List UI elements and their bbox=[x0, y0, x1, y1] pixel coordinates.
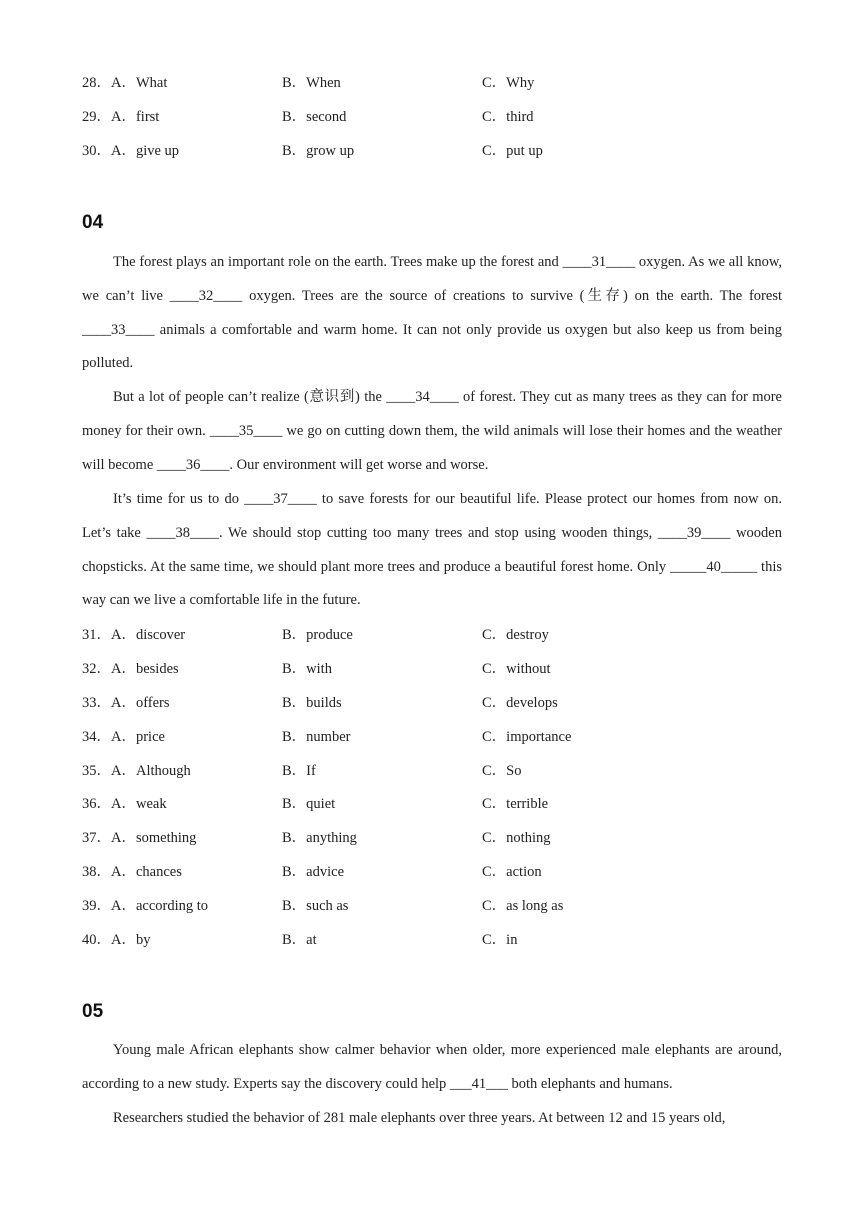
question-number: 35． bbox=[82, 763, 111, 779]
option-a[interactable] bbox=[82, 861, 182, 883]
option-c[interactable]: C．in bbox=[482, 932, 518, 948]
option-c[interactable]: C．action bbox=[482, 864, 542, 880]
option-b[interactable]: B．produce bbox=[282, 627, 353, 643]
passage-paragraph-1: The forest plays an important role on the earth. Trees make up the forest and ____31____ oxygen. As we all know, we can’t live ____32____ oxygen. Trees are the source of creations to survive (生存) on the earth. The forest ____33____ animals a comfortable and warm home. It can not only provide us oxygen but also keep us from being polluted. bbox=[82, 254, 782, 372]
option-a-text: A．something bbox=[111, 830, 197, 846]
option-b[interactable]: B．such as bbox=[282, 898, 349, 914]
option-a[interactable] bbox=[82, 624, 185, 646]
option-b[interactable]: B．quiet bbox=[282, 796, 336, 812]
option-a-text: A．first bbox=[111, 109, 160, 125]
option-b[interactable]: B．anything bbox=[282, 830, 357, 846]
option-c[interactable]: C．put up bbox=[482, 143, 543, 159]
question-row-36 bbox=[82, 793, 782, 815]
option-a-text: A．offers bbox=[111, 695, 170, 711]
question-row-29 bbox=[82, 106, 782, 128]
option-a[interactable] bbox=[82, 726, 165, 748]
question-number: 28． bbox=[82, 75, 111, 91]
question-number: 29． bbox=[82, 109, 111, 125]
option-a[interactable] bbox=[82, 827, 196, 849]
passage-paragraph-1: Young male African elephants show calmer behavior when older, more experienced male elephants are around, according to a new study. Experts say the discovery could help ___41___ both elephants and humans. bbox=[82, 1042, 782, 1092]
question-row-28 bbox=[82, 72, 782, 94]
question-number: 30． bbox=[82, 143, 111, 159]
question-row-34 bbox=[82, 726, 782, 748]
option-a[interactable] bbox=[82, 692, 170, 714]
option-b[interactable]: B．grow up bbox=[282, 143, 355, 159]
passage-paragraph-2: But a lot of people can’t realize (意识到) the ____34____ of forest. They cut as many trees as they can for more money for their own. ____35____ we go on cutting down them, the wild animals will lose their homes and the weather will become ____36____. Our environment will get worse and worse. bbox=[82, 389, 782, 473]
option-b[interactable]: B．at bbox=[282, 932, 317, 948]
question-number: 33． bbox=[82, 695, 111, 711]
question-row-40 bbox=[82, 929, 782, 951]
question-number: 31． bbox=[82, 627, 111, 643]
option-a[interactable] bbox=[82, 929, 150, 951]
option-a[interactable] bbox=[82, 140, 179, 162]
question-number: 40． bbox=[82, 932, 111, 948]
question-number: 36． bbox=[82, 796, 111, 812]
question-number: 38． bbox=[82, 864, 111, 880]
option-b[interactable]: B．advice bbox=[282, 864, 345, 880]
question-row-35 bbox=[82, 760, 782, 782]
option-a-text: A．chances bbox=[111, 864, 182, 880]
question-row-39 bbox=[82, 895, 782, 917]
option-c[interactable]: C．develops bbox=[482, 695, 558, 711]
option-c[interactable]: C．as long as bbox=[482, 898, 564, 914]
option-b[interactable]: B．When bbox=[282, 75, 341, 91]
option-c[interactable]: C．importance bbox=[482, 729, 572, 745]
option-b[interactable]: B．number bbox=[282, 729, 351, 745]
option-a-text: A．according to bbox=[111, 898, 209, 914]
question-row-33 bbox=[82, 692, 782, 714]
option-a-text: A．give up bbox=[111, 143, 180, 159]
question-number: 39． bbox=[82, 898, 111, 914]
option-a-text: A．besides bbox=[111, 661, 179, 677]
option-b[interactable]: B．builds bbox=[282, 695, 342, 711]
option-a-text: A．discover bbox=[111, 627, 186, 643]
option-a-text: A．Although bbox=[111, 763, 191, 779]
option-c[interactable]: C．without bbox=[482, 661, 551, 677]
passage-paragraph-2: Researchers studied the behavior of 281 male elephants over three years. At between 12 and 15 years old, bbox=[113, 1110, 726, 1126]
option-a[interactable] bbox=[82, 793, 167, 815]
option-a-text: A．weak bbox=[111, 796, 167, 812]
option-c[interactable]: C．Why bbox=[482, 75, 535, 91]
option-c[interactable]: C．third bbox=[482, 109, 534, 125]
option-a-text: A．What bbox=[111, 75, 168, 91]
option-a-text: A．price bbox=[111, 729, 165, 745]
option-c[interactable]: C．So bbox=[482, 763, 522, 779]
passage-paragraph-3: It’s time for us to do ____37____ to save forests for our beautiful life. Please protect our homes from now on. Let’s take ____38____. We should stop cutting too many trees and stop using wooden things, ____39____ wooden chopsticks. At the same time, we should plant more trees and produce a beautiful forest home. Only _____40_____ this way can we live a comfortable life in the future. bbox=[82, 491, 782, 609]
option-a[interactable] bbox=[82, 760, 191, 782]
question-number: 37． bbox=[82, 830, 111, 846]
option-b[interactable]: B．If bbox=[282, 763, 316, 779]
option-a[interactable] bbox=[82, 895, 208, 917]
question-row-37 bbox=[82, 827, 782, 849]
section-heading-04: 04 bbox=[82, 212, 104, 233]
question-row-31 bbox=[82, 624, 782, 646]
question-row-38 bbox=[82, 861, 782, 883]
option-c[interactable]: C．terrible bbox=[482, 796, 549, 812]
option-b[interactable]: B．with bbox=[282, 661, 332, 677]
option-c[interactable]: C．destroy bbox=[482, 627, 549, 643]
question-row-32 bbox=[82, 658, 782, 680]
question-number: 32． bbox=[82, 661, 111, 677]
option-a[interactable] bbox=[82, 106, 159, 128]
option-a-text: A．by bbox=[111, 932, 151, 948]
question-number: 34． bbox=[82, 729, 111, 745]
question-row-30 bbox=[82, 140, 782, 162]
section-heading-05: 05 bbox=[82, 1001, 104, 1022]
option-a[interactable] bbox=[82, 72, 167, 94]
option-a[interactable] bbox=[82, 658, 179, 680]
option-b[interactable]: B．second bbox=[282, 109, 347, 125]
option-c[interactable]: C．nothing bbox=[482, 830, 551, 846]
